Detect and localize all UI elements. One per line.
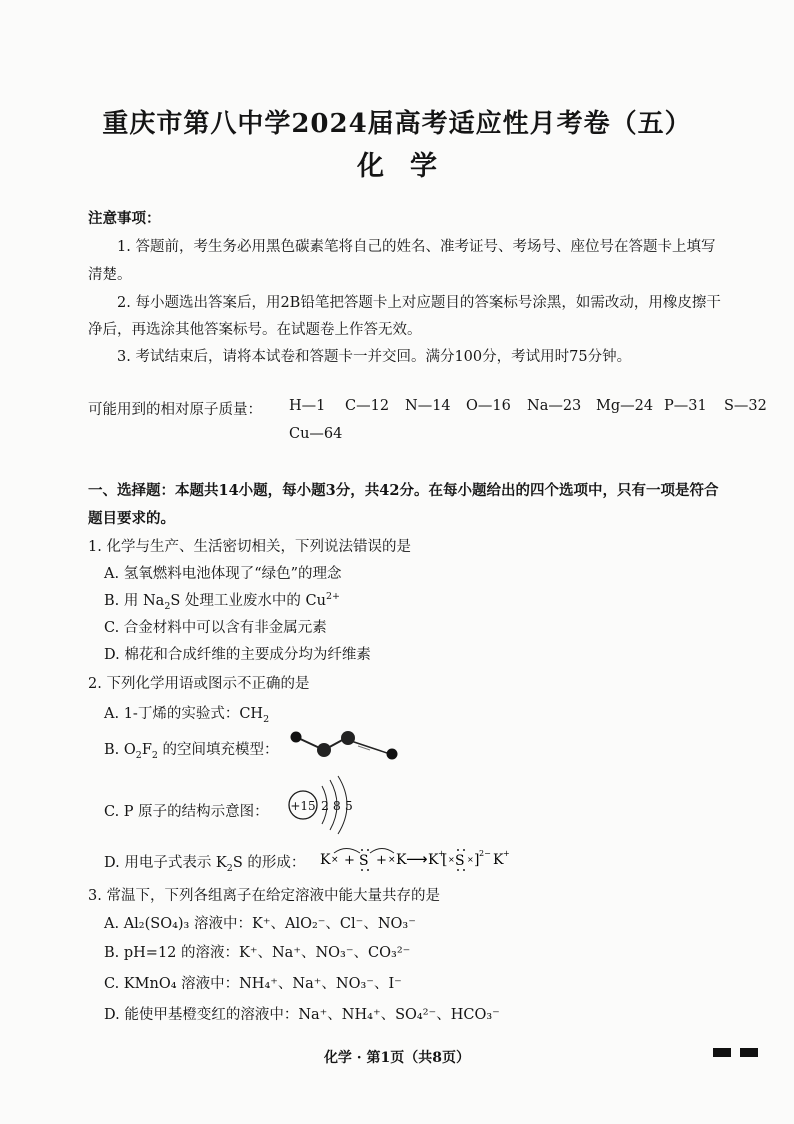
notice-item-2-cont: 净后，再选涂其他答案标号。在试题卷上作答无效。 xyxy=(88,322,422,338)
q3-option-a: A. Al₂(SO₄)₃ 溶液中：K⁺、AlO₂⁻、Cl⁻、NO₃⁻ xyxy=(104,916,416,932)
product-k-left: K xyxy=(428,852,439,868)
svg-text:×: × xyxy=(331,855,339,865)
atomic-mass-na: Na—23 xyxy=(527,398,582,414)
atomic-mass-n: N—14 xyxy=(405,398,451,414)
svg-text:+: + xyxy=(503,849,510,858)
svg-text:]: ] xyxy=(474,852,480,868)
q1-option-d: D. 棉花和合成纤维的主要成分均为纤维素 xyxy=(104,647,371,663)
q2-option-a: A. 1-丁烯的实验式：$CH_2$ xyxy=(104,706,270,725)
atomic-mass-c: C—12 xyxy=(345,398,390,414)
o2f2-space-filling-model xyxy=(288,728,404,762)
q2-option-c: C. P 原子的结构示意图： xyxy=(104,804,269,820)
o-atom-right xyxy=(341,731,355,745)
section-heading: 一、选择题：本题共14小题，每小题3分，共42分。在每小题给出的四个选项中，只有一项是符合 xyxy=(88,482,719,499)
k-left: K xyxy=(320,852,331,868)
atomic-mass-mg: Mg—24 xyxy=(596,398,654,414)
q3-stem: 3. 常温下，下列各组离子在给定溶液中能大量共存的是 xyxy=(88,888,440,904)
atomic-mass-o: O—16 xyxy=(466,398,511,414)
q3-option-d: D. 能使甲基橙变红的溶液中：Na⁺、NH₄⁺、SO₄²⁻、HCO₃⁻ xyxy=(104,1007,500,1023)
q1-option-a: A. 氢氧燃料电池体现了“绿色”的理念 xyxy=(104,566,342,582)
nucleus-charge: +15 xyxy=(290,799,316,813)
product-s: S xyxy=(455,853,465,869)
corner-mark-2 xyxy=(740,1048,758,1057)
electron-shell-counts: 2 8 5 xyxy=(321,798,353,813)
s-atom: S xyxy=(359,853,369,869)
corner-mark-1 xyxy=(713,1048,731,1057)
f-atom-right xyxy=(387,749,398,760)
k-right: K xyxy=(396,852,407,868)
reaction-arrow: ⟶ xyxy=(406,850,428,868)
svg-text:×: × xyxy=(467,855,474,864)
notice-item-1: 1. 答题前，考生务必用黑色碳素笔将自己的姓名、准考证号、考场号、座位号在答题卡上填写 xyxy=(117,239,716,255)
p-atom-structure-diagram xyxy=(284,774,364,838)
atomic-mass-label: 可能用到的相对原子质量： xyxy=(88,402,262,418)
atomic-mass-p: P—31 xyxy=(664,398,707,414)
atomic-mass-s: S—32 xyxy=(724,398,767,414)
plus-sign-1: + xyxy=(344,853,355,868)
svg-text:2−: 2− xyxy=(479,849,491,858)
plus-sign-2: + xyxy=(376,853,387,868)
q1-option-c: C. 合金材料中可以含有非金属元素 xyxy=(104,620,327,636)
q2-stem: 2. 下列化学用语或图示不正确的是 xyxy=(88,676,310,692)
k2s-electron-formation xyxy=(318,842,528,874)
notice-item-3: 3. 考试结束后，请将本试卷和答题卡一并交回。满分100分，考试用时75分钟。 xyxy=(117,349,632,365)
svg-text:+: + xyxy=(438,849,445,858)
q1-stem: 1. 化学与生产、生活密切相关，下列说法错误的是 xyxy=(88,539,411,555)
notice-item-1-cont: 清楚。 xyxy=(88,267,132,283)
q1-option-b: B. 用 $Na_2S$ 处理工业废水中的 $Cu^{2+}$ xyxy=(104,591,340,612)
atomic-mass-h: H—1 xyxy=(289,398,326,414)
svg-text:×: × xyxy=(448,855,455,864)
subject-title: 化学 xyxy=(357,151,463,182)
q3-option-b: B. pH=12 的溶液：K⁺、Na⁺、NO₃⁻、CO₃²⁻ xyxy=(104,945,411,961)
notice-heading: 注意事项： xyxy=(88,210,161,227)
section-heading-cont: 题目要求的。 xyxy=(88,510,175,527)
f-atom-left xyxy=(291,732,302,743)
q3-option-c: C. KMnO₄ 溶液中：NH₄⁺、Na⁺、NO₃⁻、I⁻ xyxy=(104,976,402,992)
exam-title: 重庆市第八中学2024届高考适应性月考卷（五） xyxy=(102,109,692,139)
q2-option-d: D. 用电子式表示 $K_2S$ 的形成： xyxy=(104,855,306,874)
o-atom-left xyxy=(317,743,331,757)
svg-text:[: [ xyxy=(442,852,448,868)
page-footer: 化学 · 第1页（共8页） xyxy=(323,1050,471,1066)
atomic-mass-cu: Cu—64 xyxy=(289,426,343,442)
product-k-right: K xyxy=(493,852,504,868)
q2-option-b: B. $O_2F_2$ 的空间填充模型： xyxy=(104,742,279,761)
svg-text:×: × xyxy=(388,855,396,865)
notice-item-2: 2. 每小题选出答案后，用2B铅笔把答题卡上对应题目的答案标号涂黑，如需改动，用橡皮擦干 xyxy=(117,295,721,311)
